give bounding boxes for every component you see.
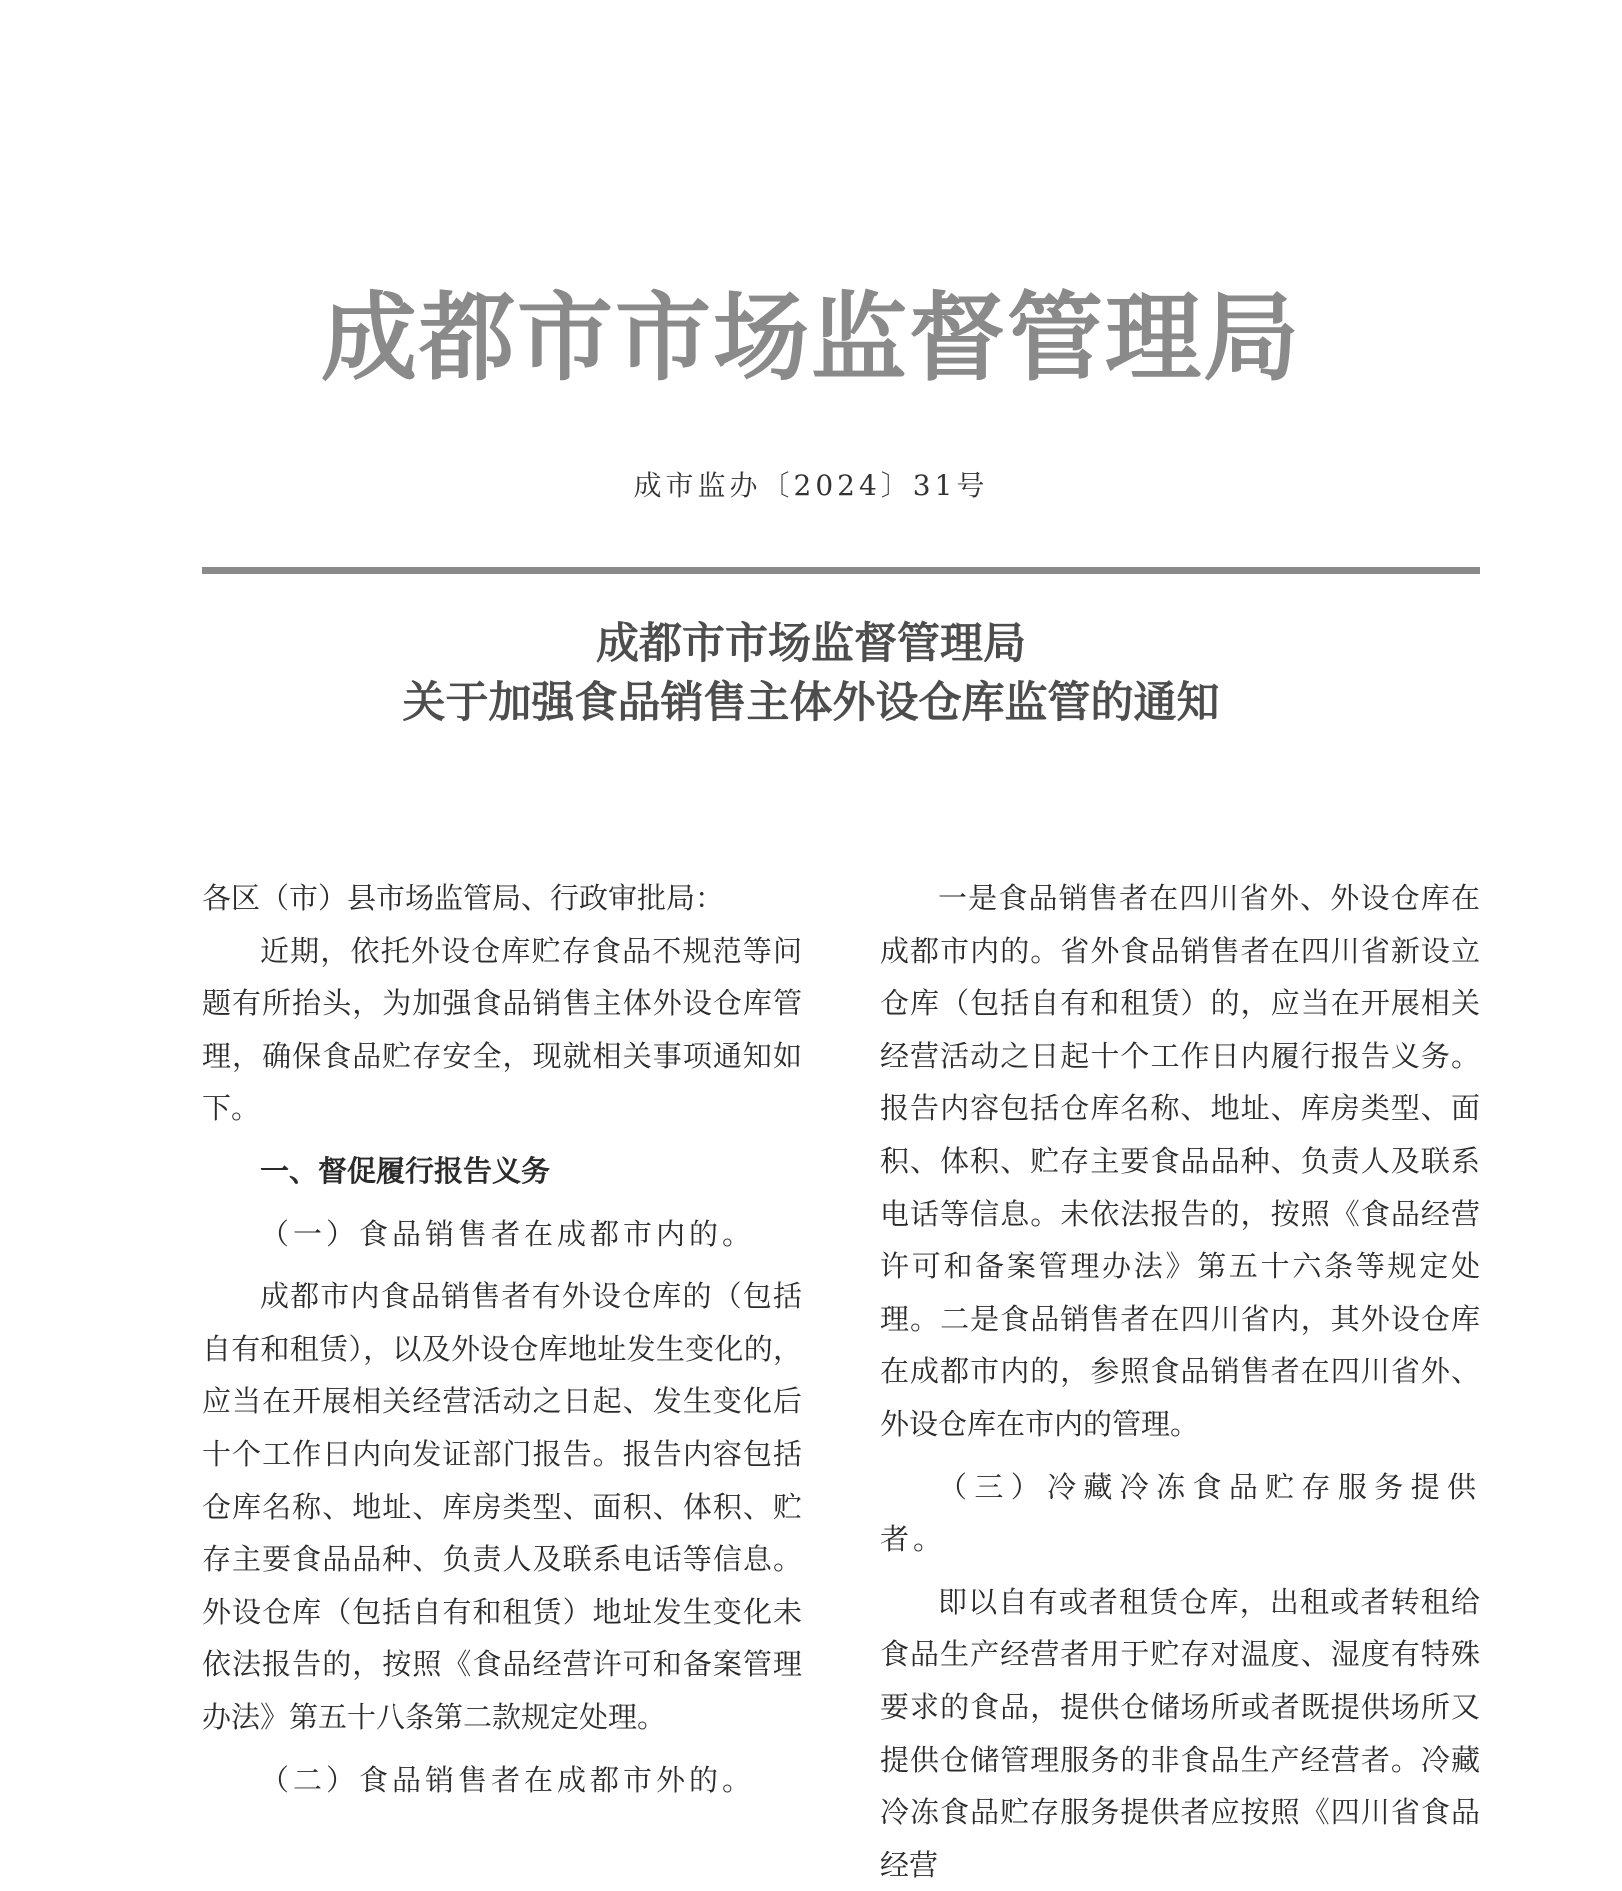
header-divider — [202, 567, 1480, 574]
right-column — [880, 872, 1480, 1891]
intro-paragraph: 近期，依托外设仓库贮存食品不规范等问题有所抬头，为加强食品销售主体外设仓库管理，确保食品贮存安全，现就相关事项通知如下。 — [202, 933, 802, 1126]
subsection-heading-1: （一）食品销售者在成都市内的。 — [260, 1216, 756, 1251]
subsection-heading-2: （二）食品销售者在成都市外的。 — [260, 1762, 756, 1797]
subsection-body-3: 即以自有或者租赁仓库，出租或者转租给食品生产经营者用于贮存对温度、湿度有特殊要求的食品，提供仓储场所或者既提供场所又提供仓储管理服务的非食品生产经营者。冷藏冷冻食品贮存服务提供者应按照《四川省食品经营 — [880, 1584, 1480, 1882]
left-column — [202, 872, 802, 1806]
subsection-heading-3: （三）冷藏冷冻食品贮存服务提供者。 — [880, 1469, 1480, 1557]
document-title-line1: 成都市市场监督管理局 — [596, 619, 1026, 669]
section-heading-1: 一、督促履行报告义务 — [260, 1153, 551, 1188]
document-title-line2: 关于加强食品销售主体外设仓库监管的通知 — [402, 678, 1220, 728]
document-number: 成市监办〔2024〕31号 — [633, 469, 989, 502]
salutation: 各区（市）县市场监管局、行政审批局： — [202, 881, 725, 915]
subsection-body-1: 成都市内食品销售者有外设仓库的（包括自有和租赁），以及外设仓库地址发生变化的，应当在开展相关经营活动之日起、发生变化后十个工作日内向发证部门报告。报告内容包括仓库名称、地址、库房类型、面积、体积、贮存主要食品品种、负责人及联系电话等信息。外设仓库（包括自有和租赁）地址发生变化未依法报告的，按照《食品经营许可和备案管理办法》第五十八条第二款规定处理。 — [202, 1279, 802, 1734]
letterhead-title: 成都市市场监督管理局 — [321, 281, 1301, 394]
subsection-body-2: 一是食品销售者在四川省外、外设仓库在成都市内的。省外食品销售者在四川省新设立仓库（包括自有和租赁）的，应当在开展相关经营活动之日起十个工作日内履行报告义务。报告内容包括仓库名称、地址、库房类型、面积、体积、贮存主要食品品种、负责人及联系电话等信息。未依法报告的，按照《食品经营许可和备案管理办法》第五十六条等规定处理。二是食品销售者在四川省内，其外设仓库在成都市内的，参照食品销售者在四川省外、外设仓库在市内的管理。 — [880, 881, 1480, 1441]
